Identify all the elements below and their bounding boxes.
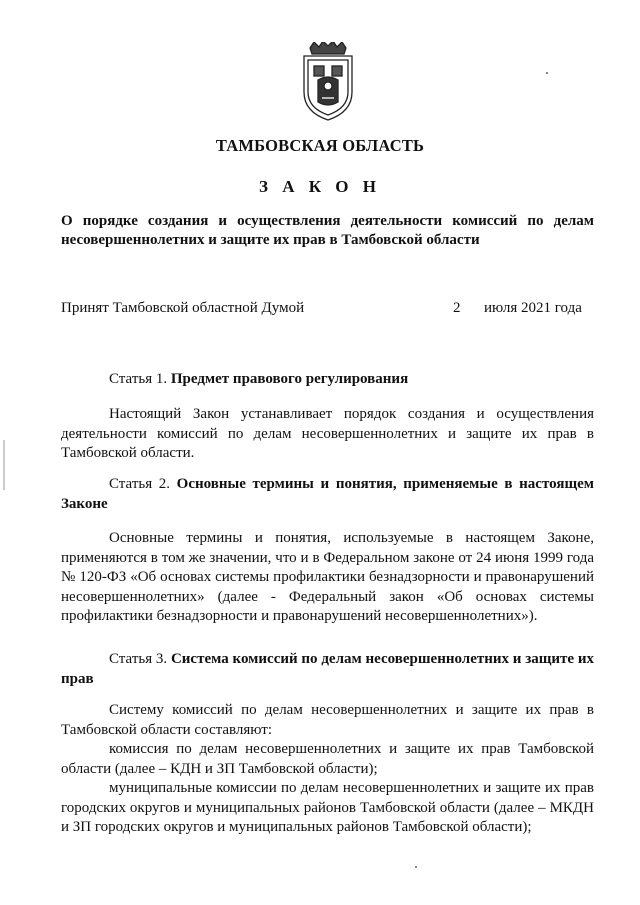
- law-title: О порядке создания и осуществления деятельности комиссий по делам несовершеннолетних и защите их прав в Тамбовской области: [61, 213, 594, 248]
- article-heading: [61, 650, 594, 689]
- coat-of-arms-icon: [296, 42, 360, 122]
- paragraph: комиссия по делам несовершеннолетних и защите их прав Тамбовской области (далее – КДН и ЗП Тамбовской области);: [61, 741, 594, 777]
- article-title: Предмет правового регулирования: [170, 371, 409, 387]
- scan-artifact: [3, 440, 5, 490]
- article-prefix: Статья 2.: [109, 476, 171, 492]
- adoption-date: июля 2021 года: [484, 300, 582, 316]
- scan-artifact: [415, 866, 417, 868]
- paragraph: муниципальные комиссии по делам несовершеннолетних и защите их прав городских округов и муниципальных районов Тамбовской области (далее – МКДН и ЗП городских округов и муниципальных районов Тамбовской области);: [61, 780, 594, 835]
- article-heading: [61, 475, 594, 514]
- article-prefix: Статья 3.: [109, 651, 168, 667]
- adoption-text: Принят Тамбовской областной Думой: [61, 300, 305, 316]
- paragraph: Систему комиссий по делам несовершеннолетних и защите их прав в Тамбовской области составляют:: [61, 702, 594, 738]
- paragraph: Основные термины и понятия, используемые в настоящем Законе, применяются в том же значении, что и в Федеральном законе от 24 июня 1999 года № 120-ФЗ «Об основах системы профилактики безнадзорности и правонарушений несовершеннолетних» (далее - Федеральный закон «Об основах системы профилактики безнадзорности и правонарушений несовершеннолетних»).: [61, 530, 594, 624]
- article-1-body: [61, 405, 594, 464]
- article-2-body: [61, 529, 594, 627]
- scan-artifact: [546, 72, 548, 74]
- article-3: [61, 650, 594, 689]
- article-prefix: Статья 1.: [109, 371, 168, 387]
- paragraph: Настоящий Закон устанавливает порядок создания и осуществления деятельности комиссий по делам несовершеннолетних и защите их прав в Тамбовской области.: [61, 406, 594, 461]
- article-title: Система комиссий по делам несовершеннолетних и защите их прав: [61, 651, 595, 687]
- article-title: Основные термины и понятия, применяемые в настоящем Законе: [61, 476, 594, 512]
- adoption-day: 2: [453, 300, 461, 316]
- region-name: ТАМБОВСКАЯ ОБЛАСТЬ: [215, 136, 425, 155]
- document-type: З А К О Н: [258, 177, 382, 196]
- article-1: [61, 370, 594, 390]
- article-heading: [61, 370, 594, 390]
- article-2: [61, 475, 594, 514]
- article-3-body: [61, 701, 594, 838]
